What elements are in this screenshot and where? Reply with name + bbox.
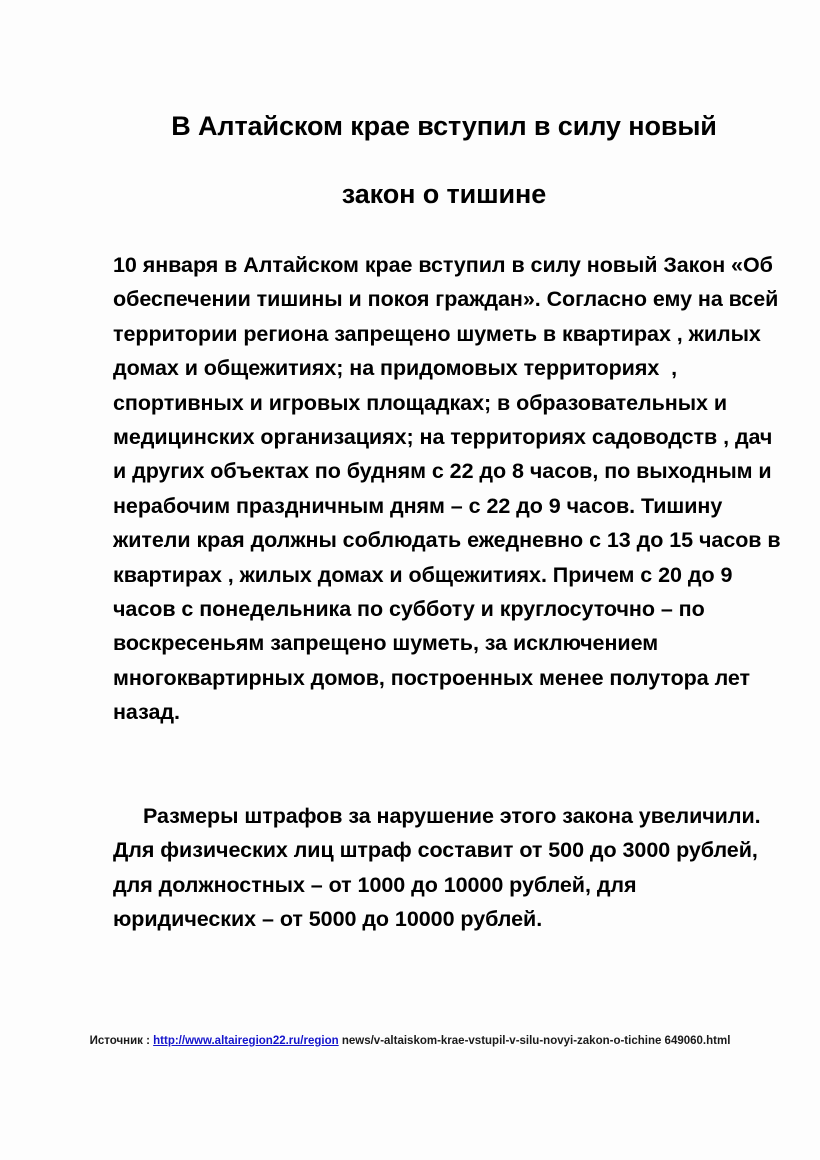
paragraph-spacer: [113, 730, 781, 799]
source-url-remainder: news/v-altaiskom-krae-vstupil-v-silu-novyi-zakon-o-tichine 649060.html: [338, 1035, 731, 1047]
page-title-line-1: В Алтайском крае вступил в силу новый: [171, 111, 717, 142]
page-title: [113, 92, 775, 228]
source-footer: [0, 1033, 820, 1049]
paragraph-fines: Размеры штрафов за нарушение этого закона увеличили. Для физических лиц штраф составит от 500 до 3000 рублей, для должностных – от 1000 до 10000 рублей, для юридических – от 5000 до 10000 рублей.: [113, 803, 767, 931]
document-body: [113, 248, 787, 936]
source-label: Источник :: [89, 1035, 150, 1047]
page-title-line-2: закон о тишине: [341, 179, 547, 210]
source-link[interactable]: http://www.altairegion22.ru/region: [153, 1035, 339, 1047]
paragraph-law-summary: 10 января в Алтайском крае вступил в силу новый Закон «Об обеспечении тишины и покоя граждан». Согласно ему на всей территории региона запрещено шуметь в квартирах , жилых домах и общежитиях; на придомовых территориях , спортивных и игровых площадках; в образовательных и медицинских организациях; на территориях садоводств , дач и других объектах по будням с 22 до 8 часов, по выходным и нерабочим праздничным дням – с 22 до 9 часов. Тишину жители края должны соблюдать ежедневно с 13 до 15 часов в квартирах , жилых домах и общежитиях. Причем с 20 до 9 часов с понедельника по субботу и круглосуточно – по воскресеньям запрещено шуметь, за исключением многоквартирных домов, построенных менее полутора лет назад.: [113, 253, 787, 725]
